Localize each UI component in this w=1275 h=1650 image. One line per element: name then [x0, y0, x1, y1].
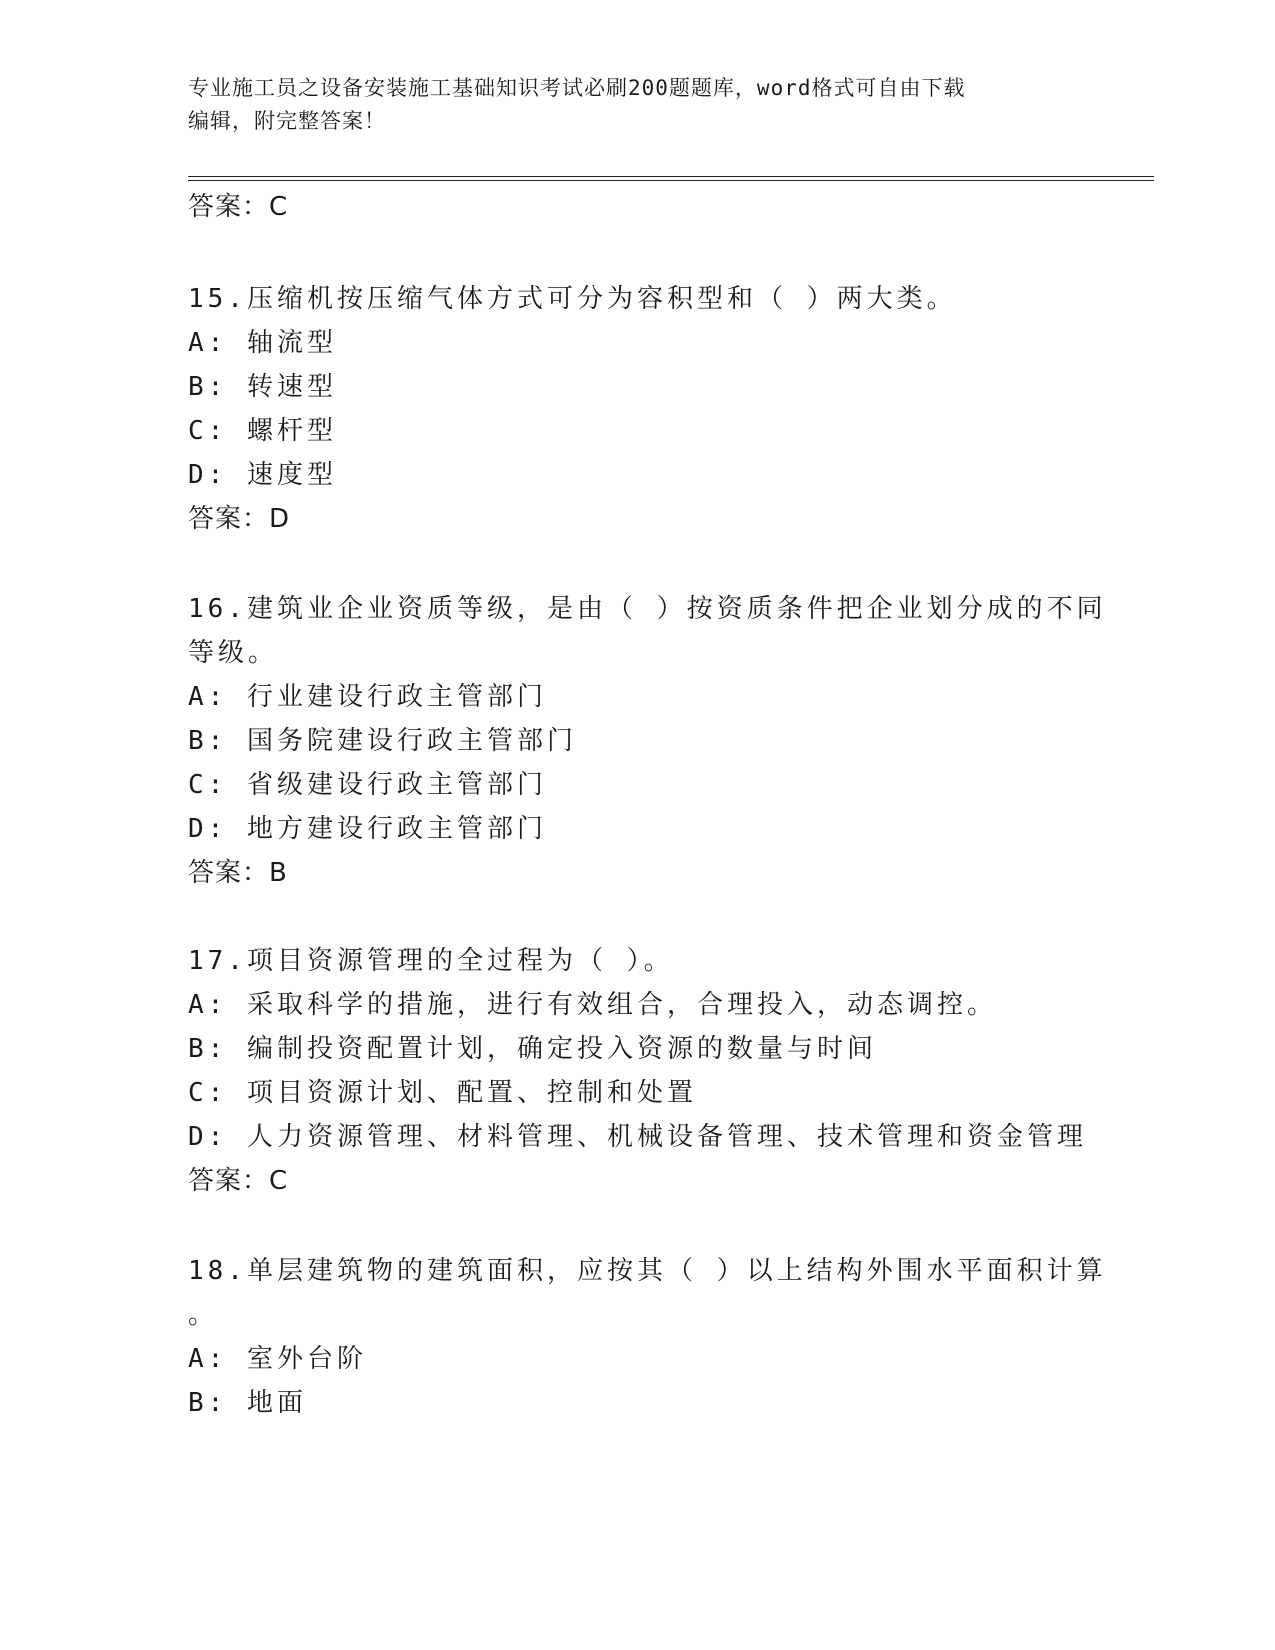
question-17-option-d: D: 人力资源管理、材料管理、机械设备管理、技术管理和资金管理: [188, 1122, 1087, 1152]
question-15-option-d: D: 速度型: [188, 460, 337, 490]
question-16-option-b: B: 国务院建设行政主管部门: [188, 726, 577, 756]
question-16-answer: 答案：B: [188, 858, 288, 888]
question-17-answer: 答案：C: [188, 1166, 289, 1196]
header-line-2: 编辑，附完整答案！: [188, 109, 386, 133]
question-16-option-c: C: 省级建设行政主管部门: [188, 770, 547, 800]
question-18-option-b: B: 地面: [188, 1388, 307, 1418]
question-17-option-a: A: 采取科学的措施，进行有效组合，合理投入，动态调控。: [188, 990, 997, 1020]
question-18-text-cont: 。: [188, 1300, 219, 1330]
question-16-text-cont: 等级。: [188, 638, 279, 668]
header-rule-bottom: [188, 180, 1154, 181]
question-18-text: 18.单层建筑物的建筑面积，应按其（ ）以上结构外围水平面积计算: [188, 1256, 1107, 1286]
document-header: [188, 72, 1068, 138]
question-15-option-a: A: 轴流型: [188, 328, 337, 358]
question-16-option-a: A: 行业建设行政主管部门: [188, 682, 547, 712]
question-17-option-c: C: 项目资源计划、配置、控制和处置: [188, 1078, 697, 1108]
question-15-text: 15.压缩机按压缩气体方式可分为容积型和（ ）两大类。: [188, 284, 957, 314]
answer-line: 答案：C: [188, 192, 289, 222]
question-17-text: 17.项目资源管理的全过程为（ ）。: [188, 946, 674, 976]
question-16-option-d: D: 地方建设行政主管部门: [188, 814, 547, 844]
question-15-option-b: B: 转速型: [188, 372, 337, 402]
question-15-answer: 答案：D: [188, 504, 291, 534]
question-16-text: 16.建筑业企业资质等级，是由（ ）按资质条件把企业划分成的不同: [188, 594, 1107, 624]
question-17-option-b: B: 编制投资配置计划，确定投入资源的数量与时间: [188, 1034, 877, 1064]
header-line-1: 专业施工员之设备安装施工基础知识考试必刷200题题库，word格式可自由下载: [188, 76, 966, 100]
question-15-option-c: C: 螺杆型: [188, 416, 337, 446]
question-18-option-a: A: 室外台阶: [188, 1344, 367, 1374]
header-rule-top: [188, 176, 1154, 177]
